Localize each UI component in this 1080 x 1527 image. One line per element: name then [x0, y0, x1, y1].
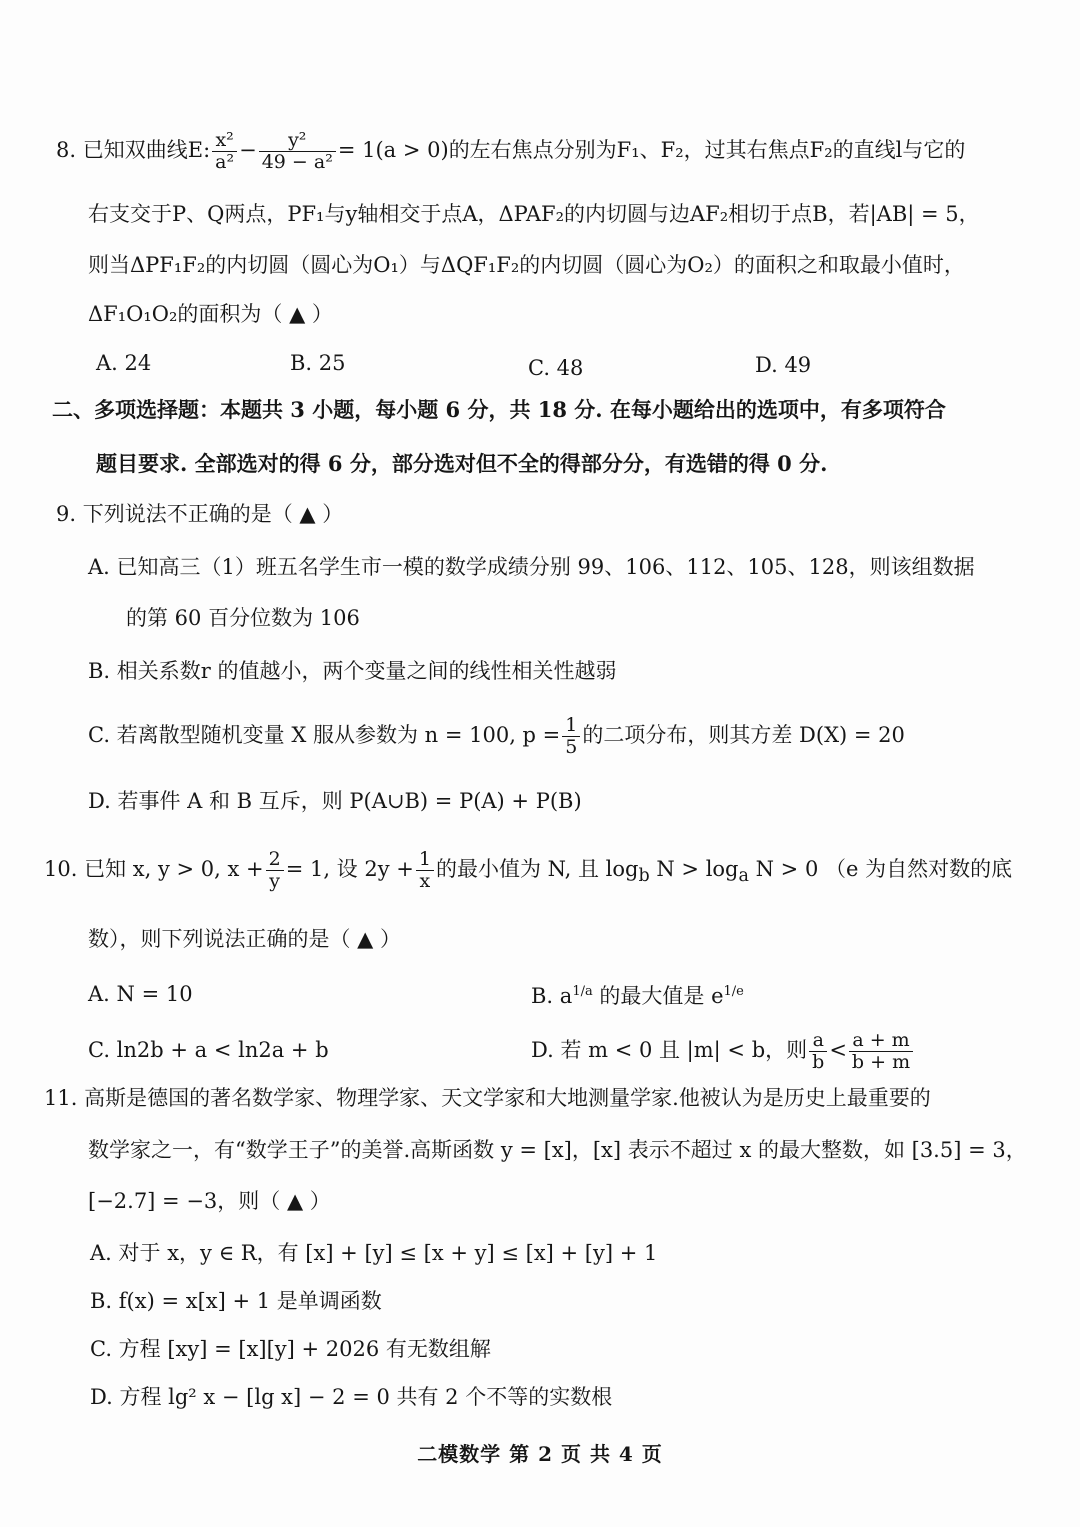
- q8-option-a: A. 24: [96, 351, 152, 375]
- q9-option-c: C. 若离散型随机变量 X 服从参数为 n = 100, p = $\frac{1}{5}$ 的二项分布，则其方差 D(X) = 20: [88, 714, 905, 758]
- q11-option-b: B. f(x) = x[x] + 1 是单调函数: [90, 1289, 382, 1313]
- q9-option-d: D. 若事件 A 和 B 互斥，则 P(A∪B) = P(A) + P(B): [88, 789, 582, 813]
- q8-option-b: B. 25: [290, 351, 346, 375]
- q9-frac-p: $\frac{1}{5}$: [562, 715, 580, 758]
- q8-line-1: 8. 已知双曲线E: $\frac{\text{x²}}{\text{a²}}$ − $\frac{\text{y²}}{\text{49 − a²}}$ = 1(a > 0)的左右焦点分别为F₁、F₂，过其右焦点F₂的直线l与它的: [56, 129, 966, 173]
- q11-option-c: C. 方程 [xy] = [x][y] + 2026 有无数组解: [90, 1337, 491, 1361]
- q10-option-a: A. N = 10: [88, 982, 193, 1006]
- q8-frac-y: $\frac{\text{y²}}{\text{49 − a²}}$: [259, 130, 336, 173]
- q11-line-1: 11. 高斯是德国的著名数学家、物理学家、天文学家和大地测量学家.他被认为是历史上最重要的: [44, 1086, 931, 1110]
- q9-number: 9.: [56, 502, 77, 526]
- q10-line-2: 数），则下列说法正确的是（ ▲ ）: [88, 927, 401, 951]
- q11-line-3: [−2.7] = −3，则（ ▲ ）: [88, 1189, 331, 1213]
- q8-line-3: 则当ΔPF₁F₂的内切圆（圆心为O₁）与ΔQF₁F₂的内切圆（圆心为O₂）的面积之和取最小值时，: [88, 253, 965, 277]
- q10-option-c: C. ln2b + a < ln2a + b: [88, 1038, 329, 1062]
- section-2-instructions: 题目要求. 全部选对的得 6 分，部分选对但不全的得部分分，有选错的得 0 分.: [96, 451, 828, 476]
- q9-stem: 9. 下列说法不正确的是（ ▲ ）: [56, 502, 344, 526]
- q10-frac-1-over-x: $\frac{1}{x}$: [416, 849, 434, 892]
- q10-frac-2-over-y: $\frac{2}{y}$: [266, 849, 284, 892]
- q9-option-b: B. 相关系数r 的值越小，两个变量之间的线性相关性越弱: [88, 659, 617, 683]
- q8-frac-x: $\frac{\text{x²}}{\text{a²}}$: [212, 130, 237, 173]
- q10-option-b: B. $a^{1/a}$ 的最大值是 $e^{1/e}$: [531, 984, 744, 1008]
- q8-number: 8.: [56, 138, 77, 162]
- q10-frac-am-over-bm: $\frac{a + m}{b + m}$: [849, 1030, 913, 1073]
- q11-line-2: 数学家之一，有“数学王子”的美誉.高斯函数 y = [x]，[x] 表示不超过 x 的最大整数，如 [3.5] = 3，: [88, 1138, 1027, 1162]
- q10-option-d: D. 若 m < 0 且 |m| < b，则 $\frac{a}{b}$ < $\frac{a + m}{b + m}$: [531, 1028, 915, 1073]
- q10-number: 10.: [44, 857, 78, 881]
- q9-option-a-line-2: 的第 60 百分位数为 106: [126, 606, 360, 630]
- q11-option-d: D. 方程 lg² x − [lg x] − 2 = 0 共有 2 个不等的实数根: [90, 1385, 613, 1409]
- q10-frac-a-over-b: $\frac{a}{b}$: [809, 1030, 827, 1073]
- section-2-heading: 二、多项选择题：本题共 3 小题，每小题 6 分，共 18 分. 在每小题给出的选项中，有多项符合: [52, 397, 946, 422]
- q11-option-a: A. 对于 x，y ∈ R，有 [x] + [y] ≤ [x + y] ≤ [x] + [y] + 1: [90, 1241, 658, 1265]
- q10-line-1: 10. 已知 x, y > 0, x + $\frac{2}{y}$ = 1, 设 2y + $\frac{1}{x}$ 的最小值为 N, 且 $\log_b N > \log_a N > 0$ （e 为自然对数的底: [44, 848, 1013, 892]
- q8-line-4: ΔF₁O₁O₂的面积为（ ▲ ）: [88, 302, 333, 326]
- q11-number: 11.: [44, 1086, 78, 1110]
- q9-option-a-line-1: A. 已知高三（1）班五名学生市一模的数学成绩分别 99、106、112、105、128，则该组数据: [88, 555, 975, 579]
- q8-option-d: D. 49: [755, 353, 812, 377]
- q8-option-c: C. 48: [528, 356, 584, 380]
- q8-line-2: 右支交于P、Q两点，PF₁与y轴相交于点A，ΔPAF₂的内切圆与边AF₂相切于点B，若|AB| = 5，: [88, 202, 980, 226]
- page-footer: 二模数学 第 2 页 共 4 页: [417, 1442, 663, 1466]
